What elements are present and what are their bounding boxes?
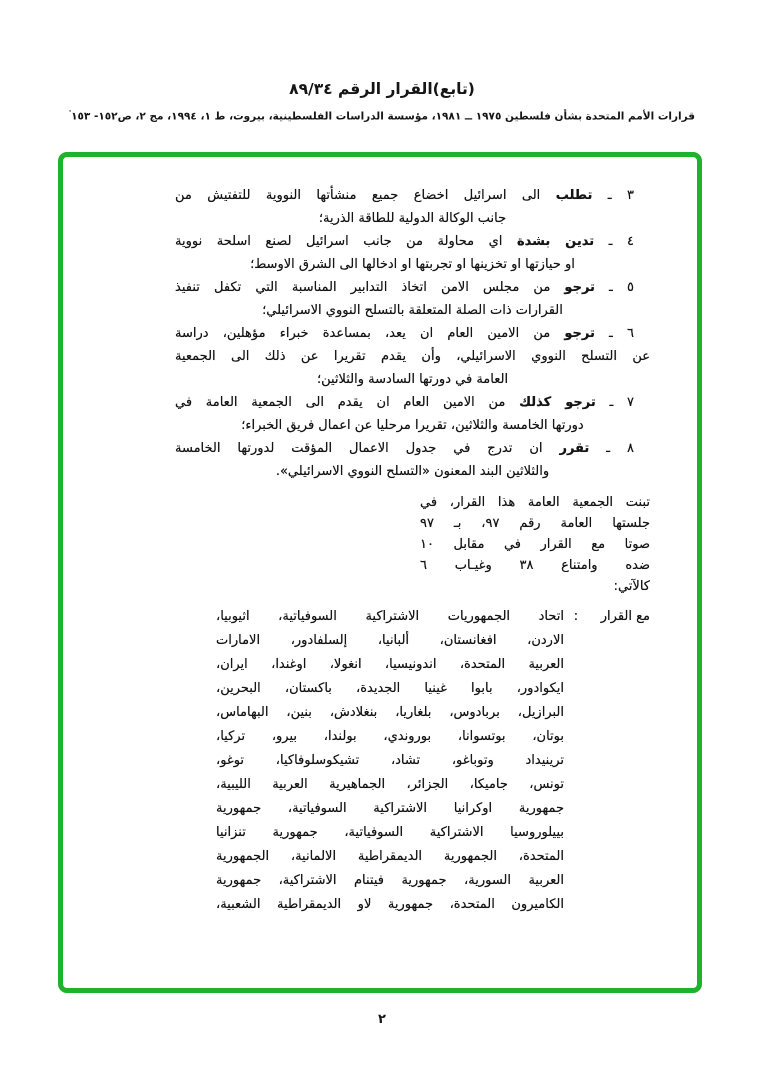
text-run: جانب الوكالة الدولية للطاقة الذرية؛ <box>318 211 507 226</box>
paragraph-line <box>175 368 650 391</box>
adoption-line: صوتا مع القرار في مقابل ١٠ <box>420 537 650 552</box>
bold-lead: تدين بشدة <box>516 234 595 249</box>
bold-lead: ترجو كذلك <box>519 395 596 410</box>
paragraph-line <box>175 414 650 437</box>
country-list-line: بوتان، بوتسوانا، بوروندي، بولندا، بيرو، تركيا، <box>216 729 564 744</box>
country-list-line: تونس، جاميكا، الجزائر، الجماهيرية العربية الليبية، <box>216 777 564 792</box>
bold-lead: تقرر <box>559 441 590 456</box>
paragraph-line <box>175 437 650 460</box>
text-run: الى اسرائيل اخضاع جميع منشأتها النووية للتفتيش من <box>175 188 556 203</box>
text-run: ان تدرج في جدول الاعمال المؤقت لدورتها الخامسة <box>175 441 560 456</box>
text-run: عن التسلح النووي الاسرائيلي، وأن يقدم تقريرا عن ذلك الى الجمعية <box>175 349 650 364</box>
country-list-line: ايكوادور، بابوا غينيا الجديدة، باكستان، البحرين، <box>216 681 564 696</box>
text-run: ٨ ـ <box>589 441 634 456</box>
country-list-line: المتحدة، الجمهورية الديمقراطية الالمانية، الجمهورية <box>216 849 564 864</box>
text-run: اي محاولة من جانب اسرائيل لصنع اسلحة نووية <box>175 234 517 249</box>
text-run: من الامين العام ان يعد، بمساعدة خبراء مؤهلين، دراسة <box>175 326 565 341</box>
paragraph-line <box>175 460 650 483</box>
paragraph-line <box>175 391 650 414</box>
paragraph-line <box>175 276 650 299</box>
text-run: ٤ ـ <box>594 234 634 249</box>
adoption-line: ضده وامتناع ٣٨ وغيـاب ٦ <box>420 558 650 573</box>
votes-for-block <box>175 605 650 917</box>
page-number: ٢ <box>378 1012 386 1027</box>
text-run: من مجلس الامن اتخاذ التدابير المناسبة التي تكفل تنفيذ <box>175 280 565 295</box>
text-run: ٦ ـ <box>594 326 634 341</box>
paragraph-line <box>175 253 650 276</box>
adoption-note <box>420 492 650 597</box>
text-run: ٣ ـ <box>592 188 635 203</box>
text-run: والثلاثين البند المعنون «التسلح النووي الاسرائيلي». <box>275 464 550 479</box>
text-run: العامة في دورتها السادسة والثلاثين؛ <box>316 372 509 387</box>
text-run: من الامين العام ان يقدم الى الجمعية العامة في <box>175 395 520 410</box>
votes-for-colon: : <box>573 609 579 624</box>
text-run: او حيازتها او تخزينها او تجربتها او ادخالها الى الشرق الاوسط؛ <box>250 257 575 272</box>
country-list-line: البرازيل، بربادوس، بلغاريا، بنغلادش، بنين، البهاماس، <box>216 705 564 720</box>
country-list-line: الكاميرون المتحدة، جمهورية لاو الديمقراطية الشعبية، <box>216 897 564 912</box>
country-list-line: اتحاد الجمهوريات الاشتراكية السوفياتية، اثيوبيا، <box>216 609 564 624</box>
resolution-paragraph <box>175 322 650 391</box>
country-list-line: جمهورية اوكرانيا الاشتراكية السوفياتية، جمهورية <box>216 801 564 816</box>
paragraph-line <box>175 345 650 368</box>
text-run: دورتها الخامسة والثلاثين، تقريرا مرحليا عن اعمال فريق الخبراء؛ <box>241 418 584 433</box>
country-list-line: ترينيداد وتوباغو، تشاد، تشيكوسلوفاكيا، توغو، <box>216 753 564 768</box>
resolution-paragraph <box>175 230 650 276</box>
adoption-line: كالآتي: <box>613 579 650 594</box>
country-list-line: الاردن، افغانستان، ألبانيا، إلسلفادور، الامارات <box>216 633 564 648</box>
text-run: ٧ ـ <box>595 395 635 410</box>
paragraph-line <box>175 299 650 322</box>
resolution-body <box>175 184 650 917</box>
adoption-line: تبنت الجمعية العامة هذا القرار، في <box>420 495 650 510</box>
bold-lead: ترجو <box>564 280 595 295</box>
paragraph-line <box>175 230 650 253</box>
source-citation <box>0 109 764 123</box>
votes-for-label: مع القرار <box>600 609 650 624</box>
country-list-line: العربية المتحدة، اندونيسيا، انغولا، اوغندا، ايران، <box>216 657 564 672</box>
resolution-paragraph <box>175 184 650 230</box>
source-citation-text: قرارات الأمم المتحدة بشأن فلسطين ١٩٧٥ ــ ١٩٨١، مؤسسة الدراسات الفلسطينية، بيروت، ط ١، ١٩٩٤، مج ٢، ص١٥٢- ١٥٣ <box>71 110 696 123</box>
bold-lead: ترجو <box>564 326 595 341</box>
footnote-mark: ' <box>68 109 72 117</box>
paragraph-line <box>175 184 650 207</box>
resolution-title: (تابع)القرار الرقم ٨٩/٣٤ <box>289 80 475 98</box>
adoption-line: جلستها العامة رقم ٩٧، بـ ٩٧ <box>420 516 651 531</box>
paragraph-line <box>175 322 650 345</box>
bold-lead: تطلب <box>555 188 593 203</box>
votes-for-country-list <box>216 605 564 917</box>
resolution-paragraph <box>175 391 650 437</box>
country-list-line: بييلوروسيا الاشتراكية السوفياتية، جمهورية تنزانيا <box>216 825 564 840</box>
country-list-line: العربية السورية، جمهورية فيتنام الاشتراكية، جمهورية <box>216 873 564 888</box>
text-run: ٥ ـ <box>594 280 634 295</box>
text-run: القرارات ذات الصلة المتعلقة بالتسلح النووي الاسرائيلي؛ <box>262 303 563 318</box>
paragraph-line <box>175 207 650 230</box>
operative-paragraphs <box>175 184 650 483</box>
resolution-paragraph <box>175 276 650 322</box>
resolution-paragraph <box>175 437 650 483</box>
